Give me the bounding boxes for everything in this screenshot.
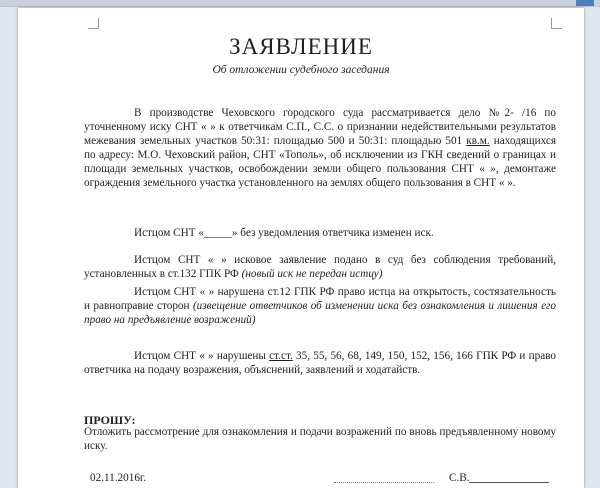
paragraph-text: Истцом СНТ « » нарушена ст.12 ГПК РФ право истца на открытость, состязательность и равноправие сторон (84, 286, 556, 312)
paragraph-request (84, 426, 556, 454)
paragraph-text: Истцом СНТ «_____» без уведомления ответчика изменен иск. (134, 227, 434, 239)
paragraph-italic-note: (новый иск не передан истцу) (241, 267, 383, 280)
document-page[interactable] (18, 8, 584, 488)
paragraph-text: Истцом СНТ « » нарушены (134, 350, 270, 362)
paragraph-articles (84, 350, 556, 378)
paragraph-text: Истцом СНТ « » исковое заявление подано в суд без соблюдения требований, установленных в ст.132 ГПК РФ (84, 254, 556, 280)
paragraph-text: Отложить рассмотрение для ознакомления и подачи возражений по вновь предъявленному новому иску. (84, 426, 556, 452)
top-ruler (0, 0, 600, 7)
paragraph-case-info (84, 107, 556, 190)
paragraph-text: находящихся по адресу: М.О. Чеховский район, СНТ «Тополь», об исключении из ГКН сведений о границах и площади земельных участков, освобождении земли общего пользования СНТ « », демонтаже ограждения земельного участка установленного на землях общего пользования в СНТ « ». (84, 134, 556, 189)
paragraph-text: В производстве Чеховского городского суда рассматривается дело №2- /16 по уточненному иску СНТ « » к ответчикам С.П., (84, 107, 556, 133)
paragraph-rights-violation (84, 286, 556, 328)
ruler-tab[interactable] (576, 0, 594, 6)
paragraph-requirements (84, 254, 556, 282)
request-heading: ПРОШУ: (84, 413, 136, 427)
signature-name: С.В. (449, 472, 470, 484)
margin-corner-mark (551, 18, 562, 29)
paragraph-text: С.С. о признании недействительными результатов межевания земельных участков 50:31: площадью 500 и 50:31: площадью 501 (84, 120, 556, 147)
paragraph-text: ст.ст. (269, 350, 293, 362)
paragraph-text: 35, 55, 56, 68, 149, 150, 152, 156, 166 ГПК РФ и право ответчика на подачу возражения, объяснений, заявлений и ходатайств. (84, 350, 556, 376)
signature-line (469, 482, 549, 483)
paragraph-text: кв.м. (466, 134, 490, 147)
document-date: 02.11.2016г. (90, 472, 147, 484)
paragraph-italic-note: (извещение ответчиков об изменении иска без ознакомления и лишения его право на предъявление возражений) (84, 299, 556, 326)
signature-dotted-line (334, 482, 434, 483)
document-title: ЗАЯВЛЕНИЕ (229, 34, 373, 59)
paragraph-claim-changed (84, 227, 556, 241)
document-subtitle: Об отложении судебного заседания (212, 64, 390, 76)
margin-corner-mark (88, 18, 99, 29)
